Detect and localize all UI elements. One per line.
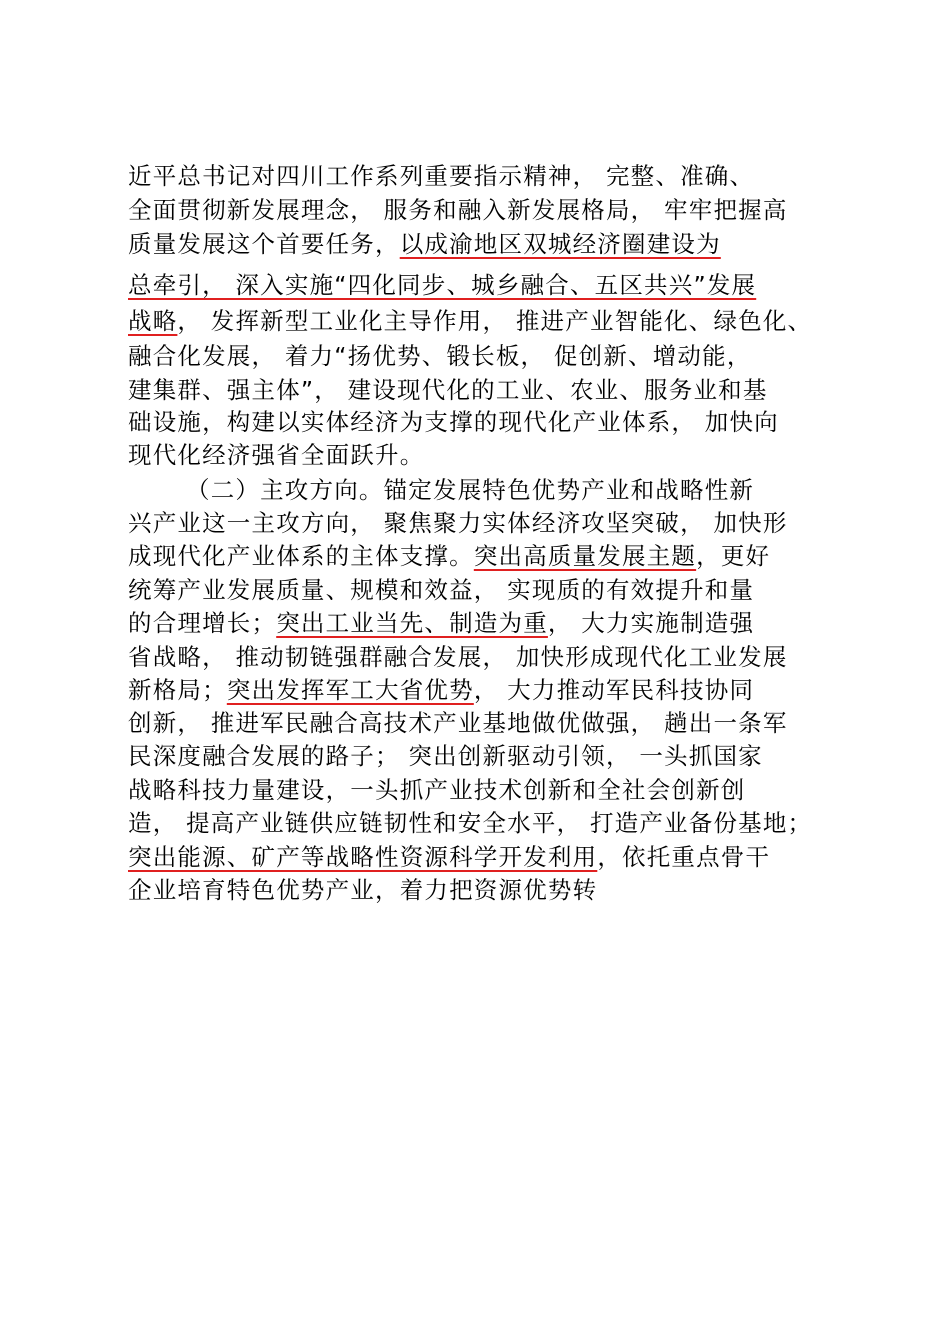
text-run: 造， 提高产业链供应链韧性和安全水平， 打造产业备份基地； <box>128 809 813 837</box>
text-line <box>128 306 812 336</box>
text-line <box>128 161 754 191</box>
text-line <box>128 229 721 259</box>
text-run: 的合理增长； <box>128 609 277 637</box>
text-line <box>128 541 770 571</box>
text-run: ，依托重点骨干 <box>597 843 771 871</box>
underlined-text: 突出高质量发展主题 <box>473 542 697 570</box>
text-run: 近平总书记对四川工作系列重要指示精神， 完整、准确、 <box>128 162 755 190</box>
underlined-text: 总牵引， 深入实施“四化同步、城乡融合、五区共兴”发展 <box>128 271 757 299</box>
text-line <box>128 708 788 738</box>
text-run: 兴产业这一主攻方向， 聚焦聚力实体经济攻坚突破， 加快形 <box>128 509 788 537</box>
text-run: ，更好 <box>696 542 771 570</box>
text-run: 成现代化产业体系的主体支撑。 <box>128 542 474 570</box>
text-run: 新格局； <box>128 676 227 704</box>
text-line <box>128 842 770 872</box>
text-run: 企业培育特色优势产业，着力把资源优势转 <box>128 876 598 904</box>
text-run: （二）主攻方向。锚定发展特色优势产业和战略性新 <box>186 476 755 504</box>
text-line <box>128 375 768 405</box>
text-line <box>128 440 424 470</box>
underlined-text: 突出能源、矿产等战略性资源科学开发利用 <box>128 843 598 871</box>
text-line <box>128 195 788 225</box>
text-line <box>128 808 812 838</box>
text-line <box>128 270 756 300</box>
text-line <box>128 608 754 638</box>
underlined-text: 突出发挥军工大省优势 <box>226 676 474 704</box>
text-line <box>128 775 746 805</box>
text-line <box>128 675 754 705</box>
text-run: 融合化发展， 着力“扬优势、锻长板， 促创新、增动能， <box>128 342 752 370</box>
text-line <box>128 875 597 905</box>
text-run: 现代化经济强省全面跃升。 <box>128 441 425 469</box>
text-run: ， 大力推动军民科技协同 <box>473 676 755 704</box>
underlined-text: 突出工业当先、制造为重 <box>276 609 548 637</box>
text-run: 省战略， 推动韧链强群融合发展， 加快形成现代化工业发展 <box>128 643 788 671</box>
underlined-text: 战略 <box>128 307 178 335</box>
underlined-text: 以成渝地区双城经济圈建设为 <box>399 230 721 258</box>
text-run: ， 大力实施制造强 <box>547 609 755 637</box>
text-line <box>128 575 754 605</box>
text-line <box>128 508 788 538</box>
text-run: 全面贯彻新发展理念， 服务和融入新发展格局， 牢牢把握高 <box>128 196 788 224</box>
text-run: 础设施，构建以实体经济为支撑的现代化产业体系， 加快向 <box>128 408 779 436</box>
text-line <box>128 407 779 437</box>
text-run: 建集群、强主体”， 建设现代化的工业、农业、服务业和基 <box>128 376 768 404</box>
text-line <box>128 741 763 771</box>
text-run: ， 发挥新型工业化主导作用， 推进产业智能化、绿色化、 <box>177 307 813 335</box>
text-run: 统筹产业发展质量、规模和效益， 实现质的有效提升和量 <box>128 576 755 604</box>
text-line <box>128 642 788 672</box>
text-run: 战略科技力量建设，一头抓产业技术创新和全社会创新创 <box>128 776 746 804</box>
text-run: 民深度融合发展的路子； 突出创新驱动引领， 一头抓国家 <box>128 742 763 770</box>
text-run: 创新， 推进军民融合高技术产业基地做优做强， 趟出一条军 <box>128 709 788 737</box>
paragraph-first-line <box>186 475 754 505</box>
text-run: 质量发展这个首要任务， <box>128 230 400 258</box>
text-line <box>128 341 752 371</box>
